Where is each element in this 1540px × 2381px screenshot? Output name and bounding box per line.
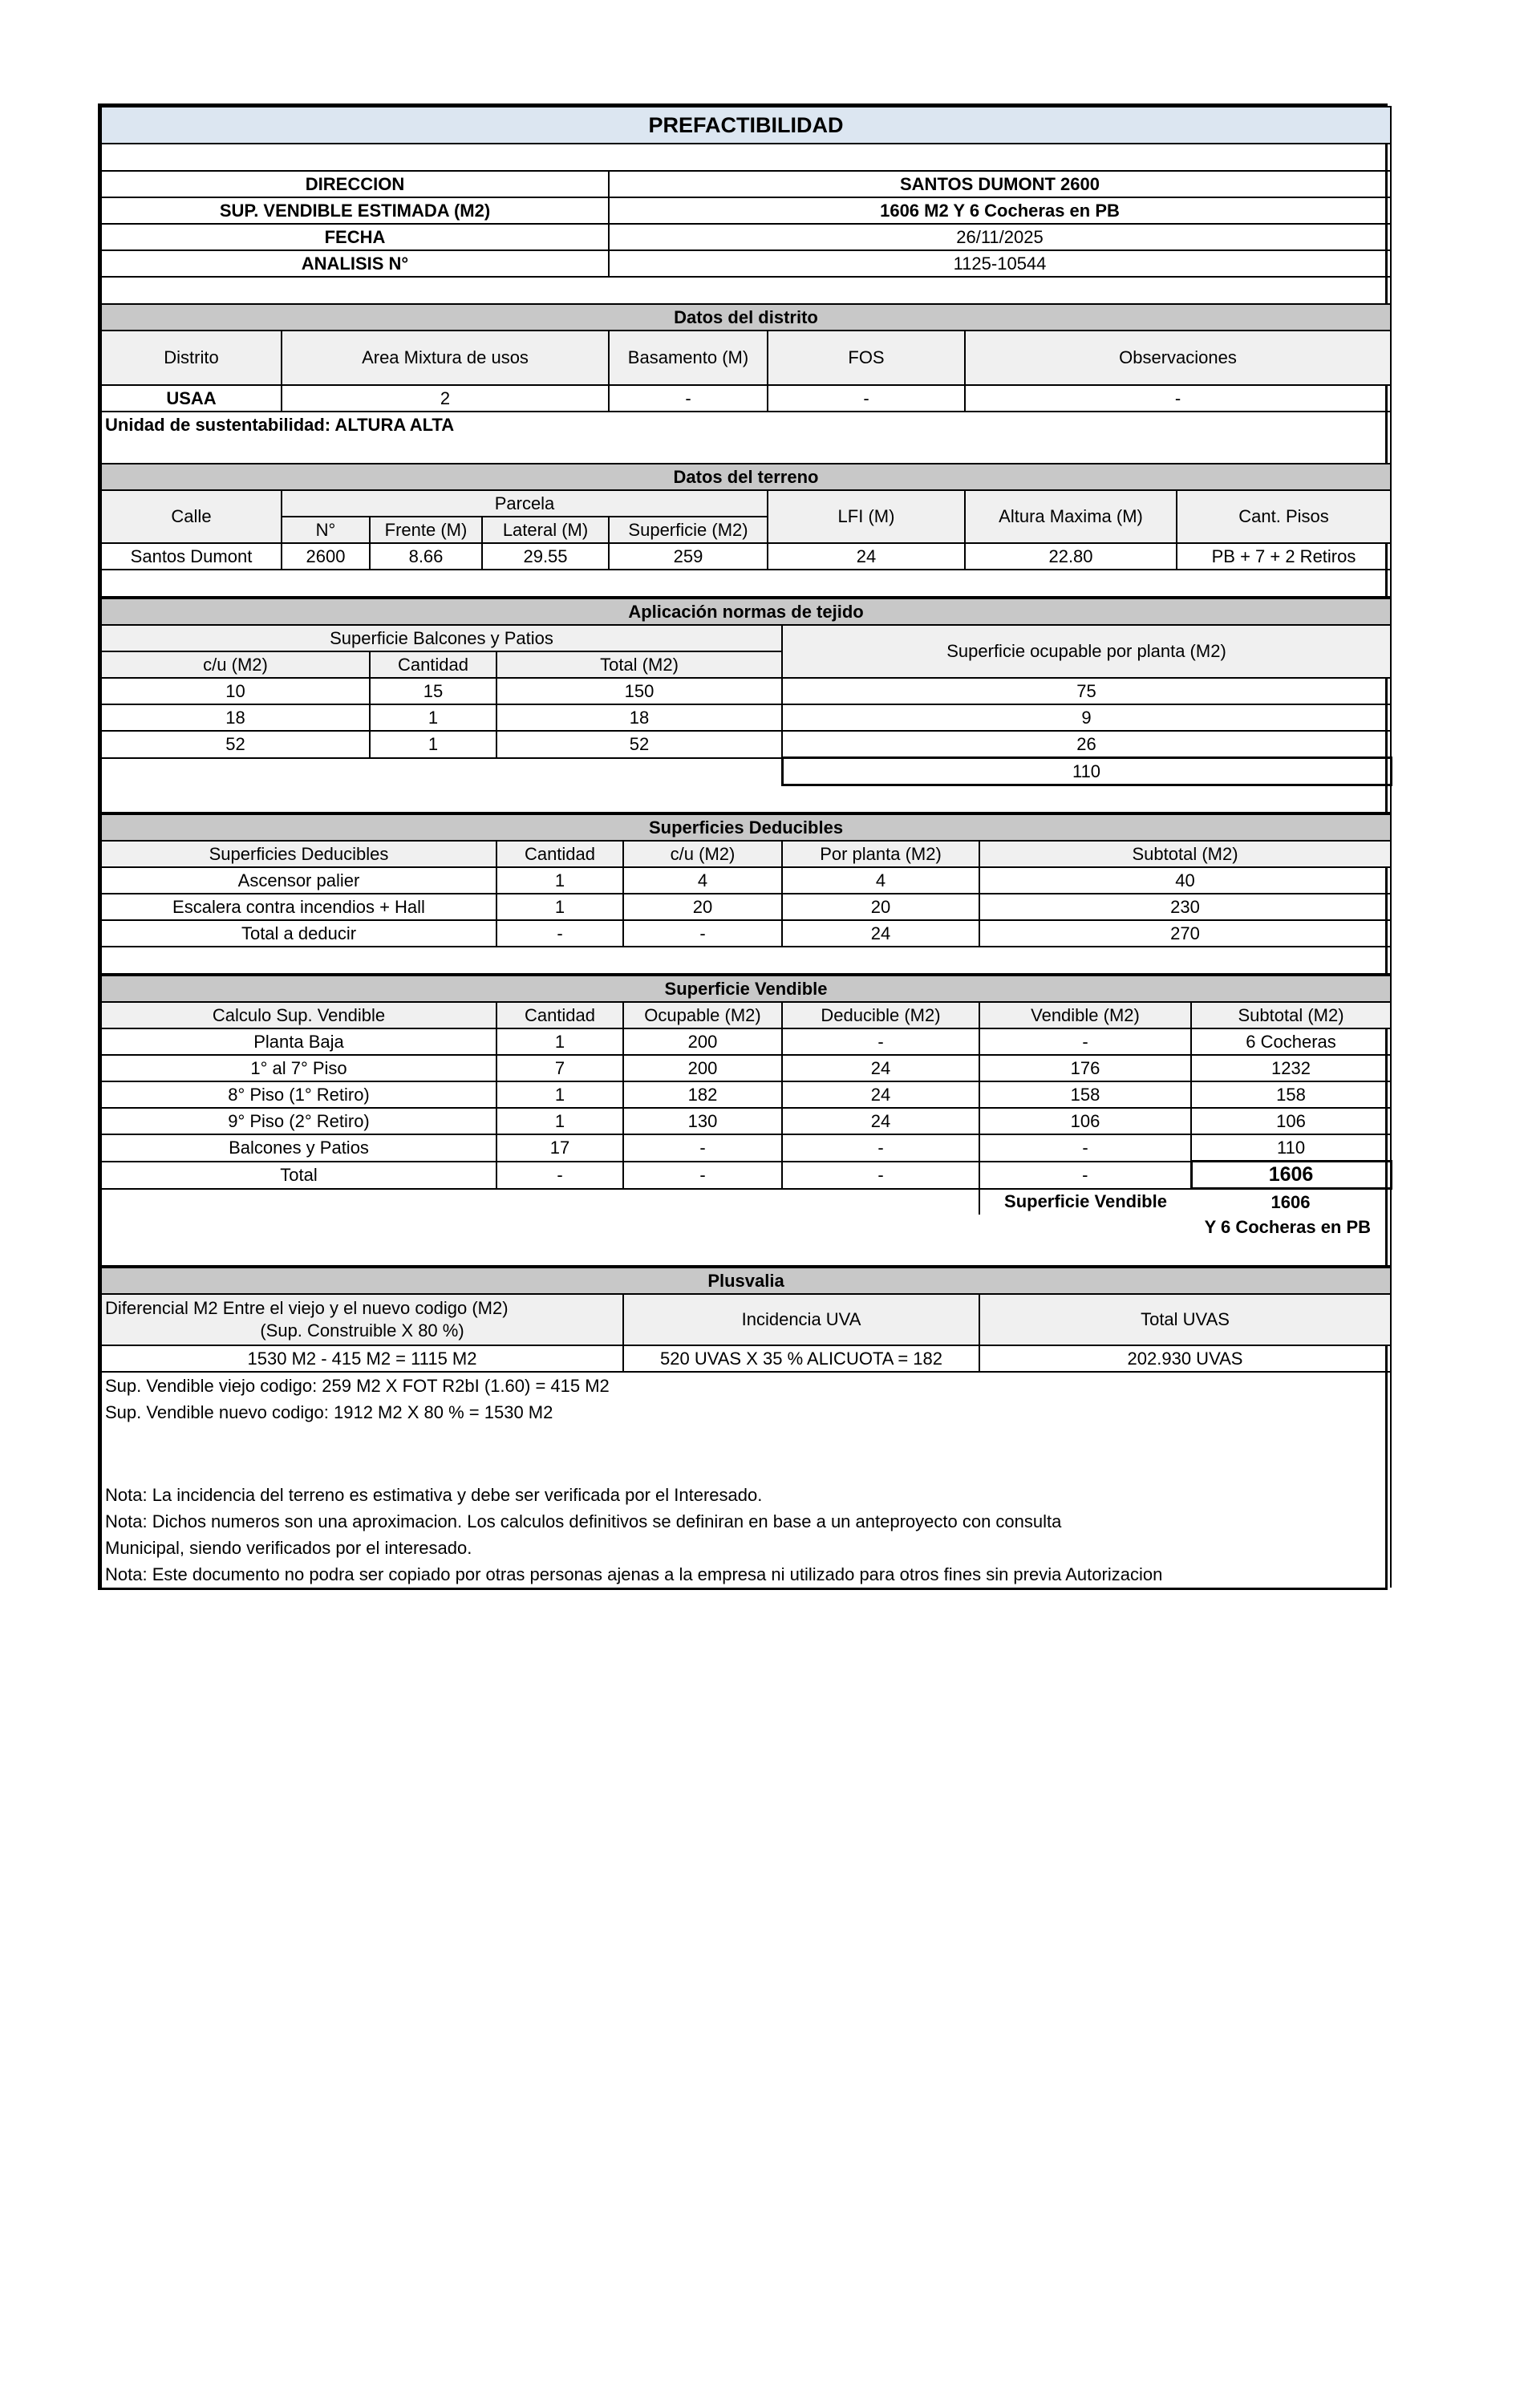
analisis-value: 1125-10544 xyxy=(609,250,1391,277)
numero-header: N° xyxy=(282,517,370,543)
table-row xyxy=(101,1108,1391,1134)
cantidad-header: Cantidad xyxy=(496,841,623,867)
cell: - xyxy=(782,1134,979,1162)
numero-value: 2600 xyxy=(282,543,370,570)
altura-header: Altura Maxima (M) xyxy=(965,490,1177,543)
cant-cell: 15 xyxy=(370,678,496,704)
section-title-deducibles: Superficies Deducibles xyxy=(101,814,1391,841)
cell: 106 xyxy=(1191,1108,1391,1134)
cell: 24 xyxy=(782,1108,979,1134)
observaciones-value: - xyxy=(965,385,1391,412)
cell: 6 Cocheras xyxy=(1191,1028,1391,1055)
prefactibilidad-table xyxy=(100,106,1392,598)
cell: 270 xyxy=(979,920,1391,947)
note-line: Municipal, siendo verificados por el interesado. xyxy=(101,1535,1391,1561)
cell: 24 xyxy=(782,920,979,947)
table-row xyxy=(101,1055,1391,1081)
spacer xyxy=(101,947,1391,974)
cell: 24 xyxy=(782,1055,979,1081)
distrito-header: Distrito xyxy=(101,331,282,385)
total-header: Total (M2) xyxy=(496,651,782,678)
deducibles-col-header: Superficies Deducibles xyxy=(101,841,496,867)
cell: 24 xyxy=(782,1081,979,1108)
parcela-header: Parcela xyxy=(282,490,768,517)
note-line: Nota: La incidencia del terreno es estimativa y debe ser verificada por el Interesado. xyxy=(101,1482,1391,1508)
cell: - xyxy=(782,1162,979,1189)
direccion-value: SANTOS DUMONT 2600 xyxy=(609,171,1391,197)
spacer xyxy=(101,1239,1391,1266)
cell: 1 xyxy=(496,894,623,920)
total-uvas-header: Total UVAS xyxy=(979,1294,1391,1345)
cell: 200 xyxy=(623,1055,782,1081)
diferencial-header-line1: Diferencial M2 Entre el viejo y el nuevo codigo (M2) xyxy=(105,1298,509,1318)
cant-cell: 1 xyxy=(370,704,496,731)
cell: 8° Piso (1° Retiro) xyxy=(101,1081,496,1108)
section-title-vendible: Superficie Vendible xyxy=(101,976,1391,1002)
spacer xyxy=(101,144,1391,171)
por-planta-header: Por planta (M2) xyxy=(782,841,979,867)
section-title-distrito: Datos del distrito xyxy=(101,304,1391,331)
table-row xyxy=(101,704,1391,731)
basamento-value: - xyxy=(609,385,768,412)
total-value: 1606 xyxy=(1191,1162,1391,1189)
diferencial-value: 1530 M2 - 415 M2 = 1115 M2 xyxy=(101,1345,623,1372)
section-title-plusvalia: Plusvalia xyxy=(101,1268,1391,1294)
table-row xyxy=(101,678,1391,704)
pisos-value: PB + 7 + 2 Retiros xyxy=(1177,543,1391,570)
subtotal-header: Subtotal (M2) xyxy=(1191,1002,1391,1028)
section-title-terreno: Datos del terreno xyxy=(101,464,1391,490)
ocupable-cell: 9 xyxy=(782,704,1391,731)
total-uvas-value: 202.930 UVAS xyxy=(979,1345,1391,1372)
spacer xyxy=(101,277,1391,304)
note-line: Nota: Este documento no podra ser copiado por otras personas ajenas a la empresa ni utilizado para otros fines sin previa Autorizacion xyxy=(101,1561,1391,1588)
cant-cell: 1 xyxy=(370,731,496,758)
vendible-table xyxy=(100,975,1392,1267)
spacer xyxy=(101,1215,1191,1239)
cantidad-header: Cantidad xyxy=(496,1002,623,1028)
lfi-value: 24 xyxy=(768,543,965,570)
summary-label: Superficie Vendible xyxy=(1004,1191,1167,1212)
calle-header: Calle xyxy=(101,490,282,543)
cell: - xyxy=(979,1134,1191,1162)
cu-cell: 10 xyxy=(101,678,370,704)
note-line: Nota: Dichos numeros son una aproximacion. Los calculos definitivos se definiran en base a un anteproyecto con consulta xyxy=(101,1508,1391,1535)
deducible-header: Deducible (M2) xyxy=(782,1002,979,1028)
cell: 176 xyxy=(979,1055,1191,1081)
cell: Total xyxy=(101,1162,496,1189)
basamento-header: Basamento (M) xyxy=(609,331,768,385)
cu-cell: 52 xyxy=(101,731,370,758)
frente-header: Frente (M) xyxy=(370,517,482,543)
ocupable-total: 110 xyxy=(782,758,1391,785)
fos-value: - xyxy=(768,385,965,412)
sustentabilidad-note: Unidad de sustentabilidad: ALTURA ALTA xyxy=(101,412,1391,437)
spacer xyxy=(101,1189,979,1215)
total-cell: 150 xyxy=(496,678,782,704)
cell: - xyxy=(979,1028,1191,1055)
cell: 20 xyxy=(623,894,782,920)
table-row xyxy=(101,920,1391,947)
total-cell: 52 xyxy=(496,731,782,758)
altura-value: 22.80 xyxy=(965,543,1177,570)
table-row xyxy=(101,894,1391,920)
tejido-table xyxy=(100,598,1392,813)
diferencial-header-line2: (Sup. Construible X 80 %) xyxy=(260,1320,464,1341)
lateral-header: Lateral (M) xyxy=(482,517,609,543)
cell: - xyxy=(623,1134,782,1162)
spacer xyxy=(101,1426,1391,1482)
ocupable-cell: 26 xyxy=(782,731,1391,758)
ocupable-header: Superficie ocupable por planta (M2) xyxy=(782,625,1391,678)
cell: Escalera contra incendios + Hall xyxy=(101,894,496,920)
ocupable-cell: 75 xyxy=(782,678,1391,704)
cell: 130 xyxy=(623,1108,782,1134)
incidencia-value: 520 UVAS X 35 % ALICUOTA = 182 xyxy=(623,1345,979,1372)
sup-vendible-label: SUP. VENDIBLE ESTIMADA (M2) xyxy=(101,197,609,224)
cu-header: c/u (M2) xyxy=(623,841,782,867)
lateral-value: 29.55 xyxy=(482,543,609,570)
cell: - xyxy=(782,1028,979,1055)
vendible-header: Vendible (M2) xyxy=(979,1002,1191,1028)
cell: 110 xyxy=(1191,1134,1391,1162)
spacer xyxy=(101,785,1391,813)
cell: 182 xyxy=(623,1081,782,1108)
plusvalia-line: Sup. Vendible nuevo codigo: 1912 M2 X 80 % = 1530 M2 xyxy=(101,1399,1391,1426)
ocupable-header: Ocupable (M2) xyxy=(623,1002,782,1028)
cell: - xyxy=(979,1162,1191,1189)
observaciones-header: Observaciones xyxy=(965,331,1391,385)
cell: - xyxy=(623,920,782,947)
cell: - xyxy=(623,1162,782,1189)
fecha-value: 26/11/2025 xyxy=(609,224,1391,250)
superficie-header: Superficie (M2) xyxy=(609,517,768,543)
cell: 1 xyxy=(496,867,623,894)
pisos-header: Cant. Pisos xyxy=(1177,490,1391,543)
summary-value: 1606 xyxy=(1191,1189,1391,1215)
cell: 1 xyxy=(496,1108,623,1134)
mixtura-value: 2 xyxy=(282,385,609,412)
spacer xyxy=(101,758,782,785)
spacer xyxy=(101,570,1391,597)
cell: 230 xyxy=(979,894,1391,920)
table-row xyxy=(101,1028,1391,1055)
cell: Total a deducir xyxy=(101,920,496,947)
cell: Ascensor palier xyxy=(101,867,496,894)
cell: 1 xyxy=(496,1028,623,1055)
table-row xyxy=(101,1081,1391,1108)
cell: 200 xyxy=(623,1028,782,1055)
fos-header: FOS xyxy=(768,331,965,385)
balcones-header: Superficie Balcones y Patios xyxy=(101,625,782,651)
cell: - xyxy=(496,1162,623,1189)
summary-extra: Y 6 Cocheras en PB xyxy=(1191,1215,1391,1239)
mixtura-header: Area Mixtura de usos xyxy=(282,331,609,385)
distrito-value: USAA xyxy=(101,385,282,412)
lfi-header: LFI (M) xyxy=(768,490,965,543)
calle-value: Santos Dumont xyxy=(101,543,282,570)
total-cell: 18 xyxy=(496,704,782,731)
superficie-value: 259 xyxy=(609,543,768,570)
cell: 9° Piso (2° Retiro) xyxy=(101,1108,496,1134)
frente-value: 8.66 xyxy=(370,543,482,570)
cell: - xyxy=(496,920,623,947)
section-title-tejido: Aplicación normas de tejido xyxy=(101,598,1391,625)
cell: 4 xyxy=(623,867,782,894)
cell: 4 xyxy=(782,867,979,894)
calculo-header: Calculo Sup. Vendible xyxy=(101,1002,496,1028)
cell: 40 xyxy=(979,867,1391,894)
sup-vendible-value: 1606 M2 Y 6 Cocheras en PB xyxy=(609,197,1391,224)
table-row xyxy=(101,1134,1391,1162)
analisis-label: ANALISIS N° xyxy=(101,250,609,277)
cu-header: c/u (M2) xyxy=(101,651,370,678)
cu-cell: 18 xyxy=(101,704,370,731)
direccion-label: DIRECCION xyxy=(101,171,609,197)
deducibles-table xyxy=(100,813,1392,975)
cell: 1 xyxy=(496,1081,623,1108)
plusvalia-line: Sup. Vendible viejo codigo: 259 M2 X FOT R2bI (1.60) = 415 M2 xyxy=(101,1372,1391,1399)
cell: 1° al 7° Piso xyxy=(101,1055,496,1081)
cell: 20 xyxy=(782,894,979,920)
table-row xyxy=(101,867,1391,894)
fecha-label: FECHA xyxy=(101,224,609,250)
cell: 1232 xyxy=(1191,1055,1391,1081)
cantidad-header: Cantidad xyxy=(370,651,496,678)
diferencial-header xyxy=(101,1294,623,1345)
cell: 158 xyxy=(1191,1081,1391,1108)
prefactibilidad-sheet xyxy=(98,103,1388,1590)
cell: 158 xyxy=(979,1081,1191,1108)
cell: Balcones y Patios xyxy=(101,1134,496,1162)
spacer xyxy=(101,437,1391,464)
incidencia-header: Incidencia UVA xyxy=(623,1294,979,1345)
cell: 17 xyxy=(496,1134,623,1162)
cell: Planta Baja xyxy=(101,1028,496,1055)
page-title: PREFACTIBILIDAD xyxy=(101,107,1391,144)
cell: 106 xyxy=(979,1108,1191,1134)
plusvalia-table xyxy=(100,1267,1392,1588)
subtotal-header: Subtotal (M2) xyxy=(979,841,1391,867)
table-row xyxy=(101,731,1391,758)
total-row xyxy=(101,1162,1391,1189)
cell: 7 xyxy=(496,1055,623,1081)
